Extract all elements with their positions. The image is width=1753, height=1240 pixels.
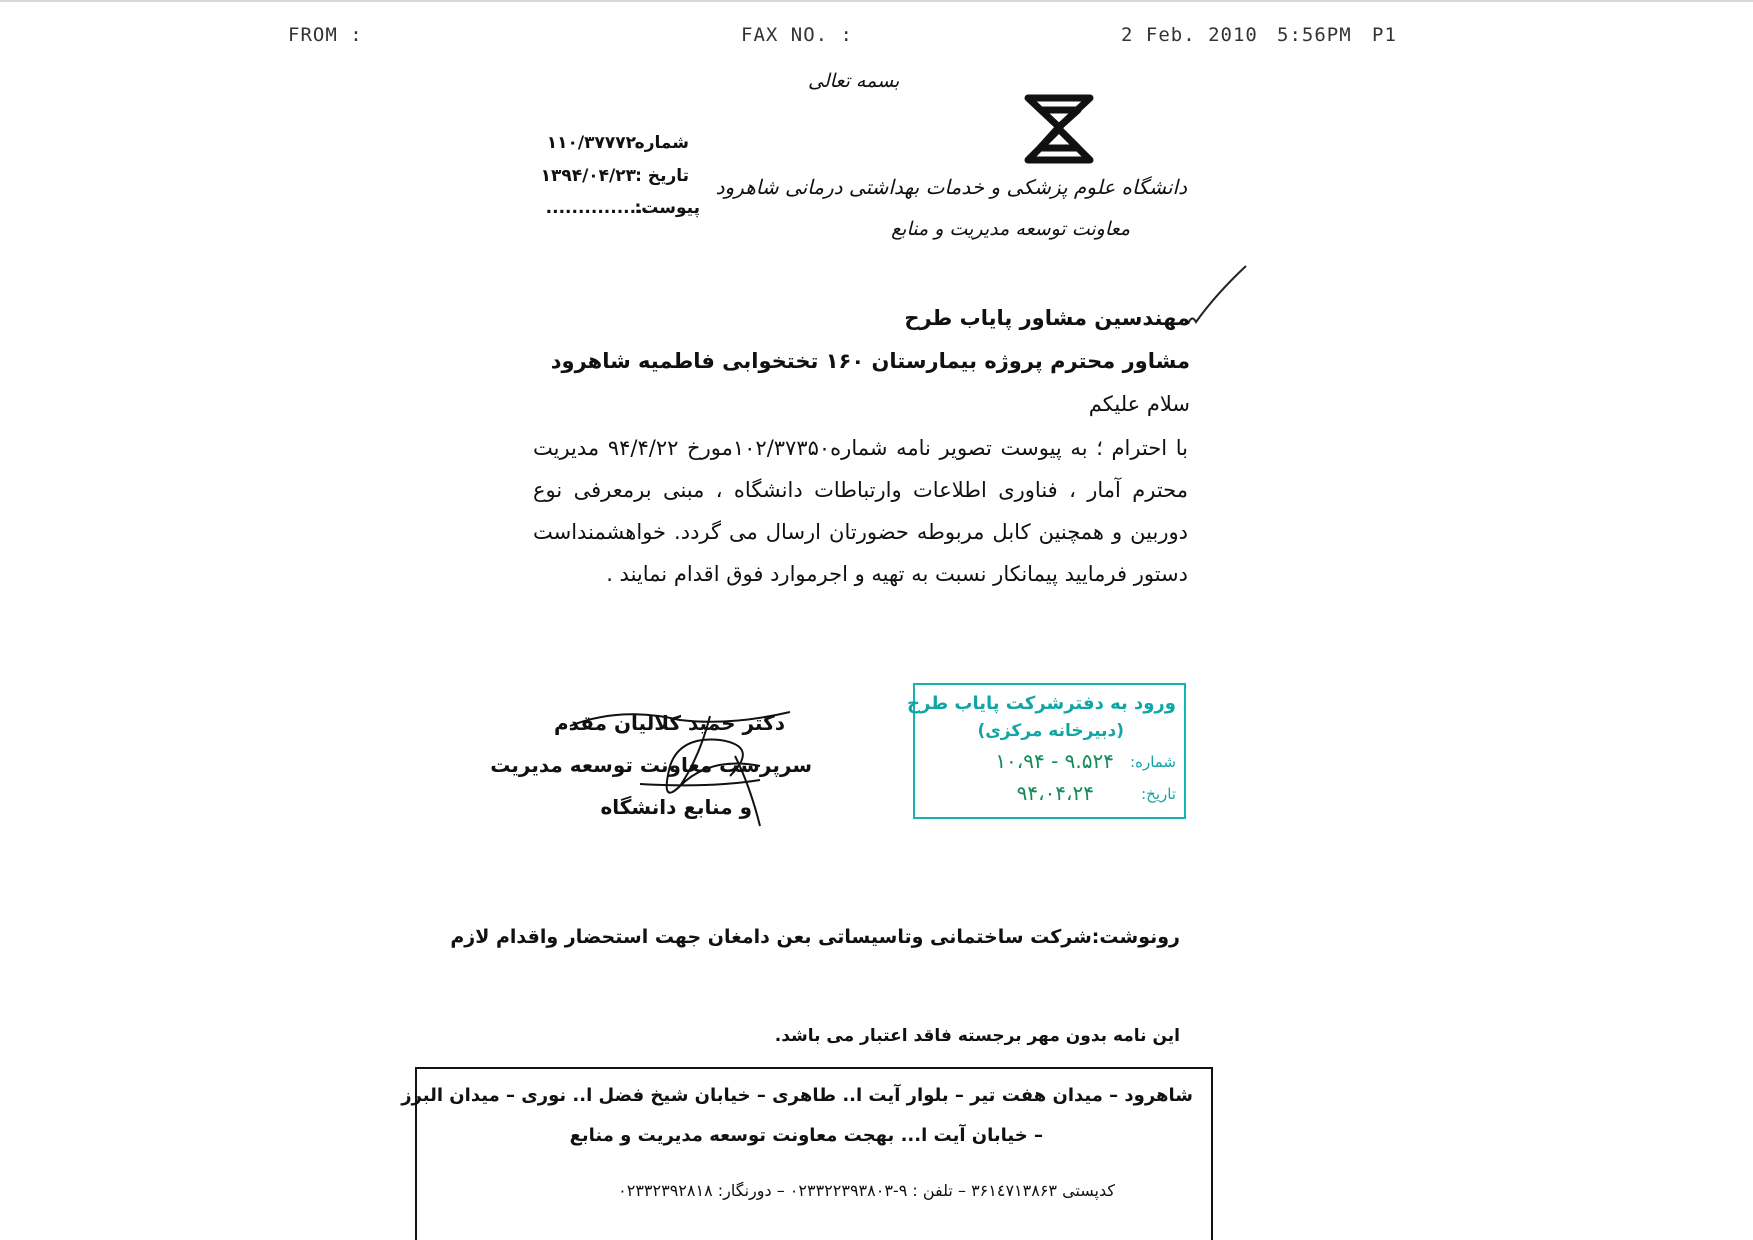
addressee-subject: مشاور محترم پروژه بیمارستان ۱۶۰ تختخوابی فاطمیه شاهرود — [550, 349, 1190, 373]
invocation: بسمه تعالی — [808, 70, 900, 92]
scan-top-edge — [0, 0, 1753, 2]
letter-number-label: شماره — [634, 133, 689, 153]
attachment-value: ................ — [545, 198, 649, 218]
fax-page: P1 — [1372, 24, 1397, 46]
department-name: معاونت توسعه مدیریت و منابع — [891, 218, 1130, 240]
signer-title-cont: و منابع دانشگاه — [600, 795, 752, 819]
university-logo-icon — [1018, 90, 1100, 168]
check-mark-icon — [1186, 264, 1248, 330]
footer-contact: کدپستی ۳۶۱٤۷۱۳۸۶۳ – تلفن : ۹-۰۲۳۳۲۲۳۹۳۸۰۳ – دورنگار: ۰۲۳۳۲۳۹۲۸۱۸ — [618, 1181, 1115, 1200]
letter-body: با احترام ؛ به پیوست تصویر نامه شماره۱۰۲/۳۷۳۵۰مورخ ۹۴/۴/۲۲ مدیریت محترم آمار ، فناوری اطلاعات وارتباطات دانشگاه ، مبنی برمعرفی نوع دوربین و همچنین کابل مربوطه حضورتان ارسال می گردد. خواهشمنداست دستور فرمایید پیمانکار نسبت به تهیه و اجرموارد فوق اقدام نمایند . — [533, 436, 1189, 586]
letter-date-label: تاریخ : — [635, 166, 689, 186]
greeting: سلام علیکم — [1088, 392, 1190, 416]
carbon-copy: رونوشت:شرکت ساختمانی وتاسیساتی بعن دامغان جهت استحضار واقدام لازم — [450, 926, 1180, 948]
stamp-number-label: شماره: — [1130, 753, 1176, 771]
receipt-stamp — [907, 683, 1186, 819]
university-name: دانشگاه علوم پزشکی و خدمات بهداشتی درمانی شاهرود — [715, 175, 1187, 199]
letter-number-value: ۱۱۰/۳۷۷۷۲ — [546, 133, 636, 153]
fax-time: 5:56PM — [1277, 24, 1352, 46]
validity-notice: این نامه بدون مهر برجسته فاقد اعتبار می باشد. — [774, 1026, 1180, 1046]
footer-address-line-2: – خیابان آیت ا... بهجت معاونت توسعه مدیریت و منابع — [569, 1125, 1043, 1146]
signer-name: دکتر حمید کلالیان مقدم — [554, 711, 785, 735]
footer-address-line-1: شاهرود – میدان هفت تیر – بلوار آیت ا.. طاهری – خیابان شیخ فضل ا.. نوری – میدان البرز — [401, 1085, 1193, 1106]
addressee-company: مهندسین مشاور پایاب طرح — [904, 306, 1190, 330]
attachment-label: پیوست: — [634, 198, 700, 218]
stamp-date-label: تاریخ: — [1141, 785, 1176, 803]
signer-title: سرپرست معاونت توسعه مدیریت — [490, 753, 812, 777]
stamp-date-value: ۹۴،۰۴،۲۴ — [1016, 781, 1094, 805]
stamp-subtitle: (دبیرخانه مرکزی) — [977, 721, 1124, 741]
letter-date-value: ۱۳۹۴/۰۴/۲۳ — [540, 166, 636, 186]
fax-date: 2 Feb. 2010 — [1121, 24, 1258, 46]
footer-address-box — [401, 1067, 1213, 1240]
stamp-number-value: ۱۰،۹۴ - ۹.۵۲۴ — [995, 749, 1114, 773]
fax-number: FAX NO. : — [741, 24, 853, 46]
stamp-title: ورود به دفترشرکت پایاب طرح — [907, 693, 1176, 714]
fax-from: FROM : — [288, 24, 363, 46]
